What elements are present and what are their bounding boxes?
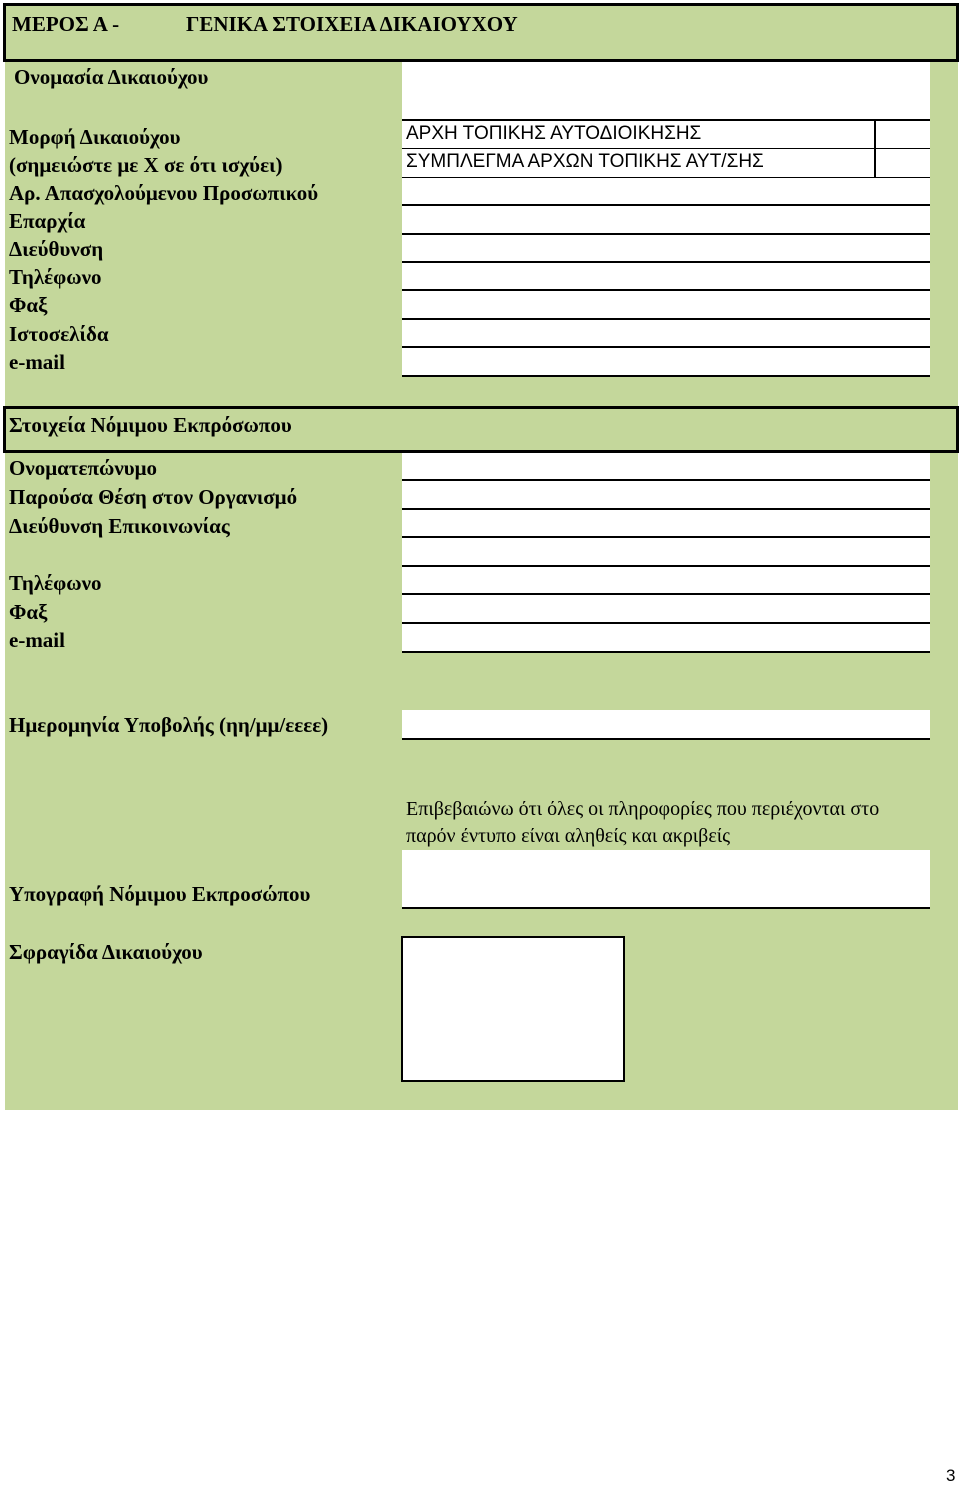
fax-label: Φαξ [9, 293, 48, 317]
rep-fullname-field[interactable] [402, 453, 930, 481]
address-field[interactable] [402, 235, 930, 263]
fax-field[interactable] [402, 291, 930, 320]
website-field[interactable] [402, 320, 930, 348]
declaration-line-2: παρόν έντυπο είναι αληθείς και ακριβείς [406, 825, 731, 847]
page-title: ΓΕΝΙΚΑ ΣΤΟΙΧΕΙΑ ΔΙΚΑΙΟΥΧΟΥ [186, 12, 518, 36]
form-option-authority-cluster-checkbox[interactable] [874, 149, 930, 177]
rep-email-label: e-mail [9, 628, 65, 652]
beneficiary-name-field[interactable] [402, 62, 930, 119]
province-field[interactable] [402, 206, 930, 235]
rep-address-field-line2[interactable] [402, 538, 930, 567]
rep-fax-field[interactable] [402, 595, 930, 624]
beneficiary-form-hint: (σημειώστε με Χ σε ότι ισχύει) [9, 153, 283, 177]
stamp-label: Σφραγίδα Δικαιούχου [9, 940, 203, 964]
stamp-box[interactable] [401, 936, 625, 1082]
rep-address-label: Διεύθυνση Επικοινωνίας [9, 514, 230, 538]
part-label: ΜΕΡΟΣ Α - [12, 12, 120, 36]
rep-phone-field[interactable] [402, 567, 930, 595]
rep-fullname-label: Ονοματεπώνυμο [9, 456, 158, 480]
signature-field[interactable] [402, 850, 930, 909]
declaration-line-1: Επιβεβαιώνω ότι όλες οι πληροφορίες που περιέχονται στο [406, 798, 880, 820]
address-label: Διεύθυνση [9, 237, 104, 261]
rep-email-field[interactable] [402, 624, 930, 653]
rep-phone-label: Τηλέφωνο [9, 571, 102, 595]
rep-position-label: Παρούσα Θέση στον Οργανισμό [9, 485, 298, 509]
section-header-bar [3, 3, 959, 62]
rep-position-field[interactable] [402, 481, 930, 510]
form-option-authority-cluster: ΣΥΜΠΛΕΓΜΑ ΑΡΧΩΝ ΤΟΠΙΚΗΣ ΑΥΤ/ΣΗΣ [402, 149, 874, 177]
rep-fax-label: Φαξ [9, 600, 48, 624]
signature-label: Υπογραφή Νόμιμου Εκπροσώπου [9, 882, 311, 906]
staff-count-field[interactable] [402, 178, 930, 206]
declaration-text [406, 796, 879, 850]
phone-label: Τηλέφωνο [9, 265, 102, 289]
website-label: Ιστοσελίδα [9, 322, 109, 346]
representative-section-bar [3, 406, 959, 453]
beneficiary-name-label: Ονομασία Δικαιούχου [14, 65, 209, 89]
beneficiary-form-label: Μορφή Δικαιούχου [9, 125, 181, 149]
phone-field[interactable] [402, 263, 930, 291]
email-field[interactable] [402, 348, 930, 377]
submission-date-field[interactable] [402, 710, 930, 740]
province-label: Επαρχία [9, 209, 86, 233]
rep-address-field[interactable] [402, 510, 930, 538]
page-number: 3 [946, 1466, 956, 1485]
form-option-local-authority-checkbox[interactable] [874, 121, 930, 149]
form-option-local-authority: ΑΡΧΗ ΤΟΠΙΚΗΣ ΑΥΤΟΔΙΟΙΚΗΣΗΣ [402, 121, 874, 149]
email-label: e-mail [9, 350, 65, 374]
submission-date-label: Ημερομηνία Υποβολής (ηη/μμ/εεεε) [9, 713, 329, 737]
staff-count-label: Αρ. Απασχολούμενου Προσωπικού [9, 181, 319, 205]
representative-section-title: Στοιχεία Νόμιμου Εκπρόσωπου [9, 413, 292, 437]
